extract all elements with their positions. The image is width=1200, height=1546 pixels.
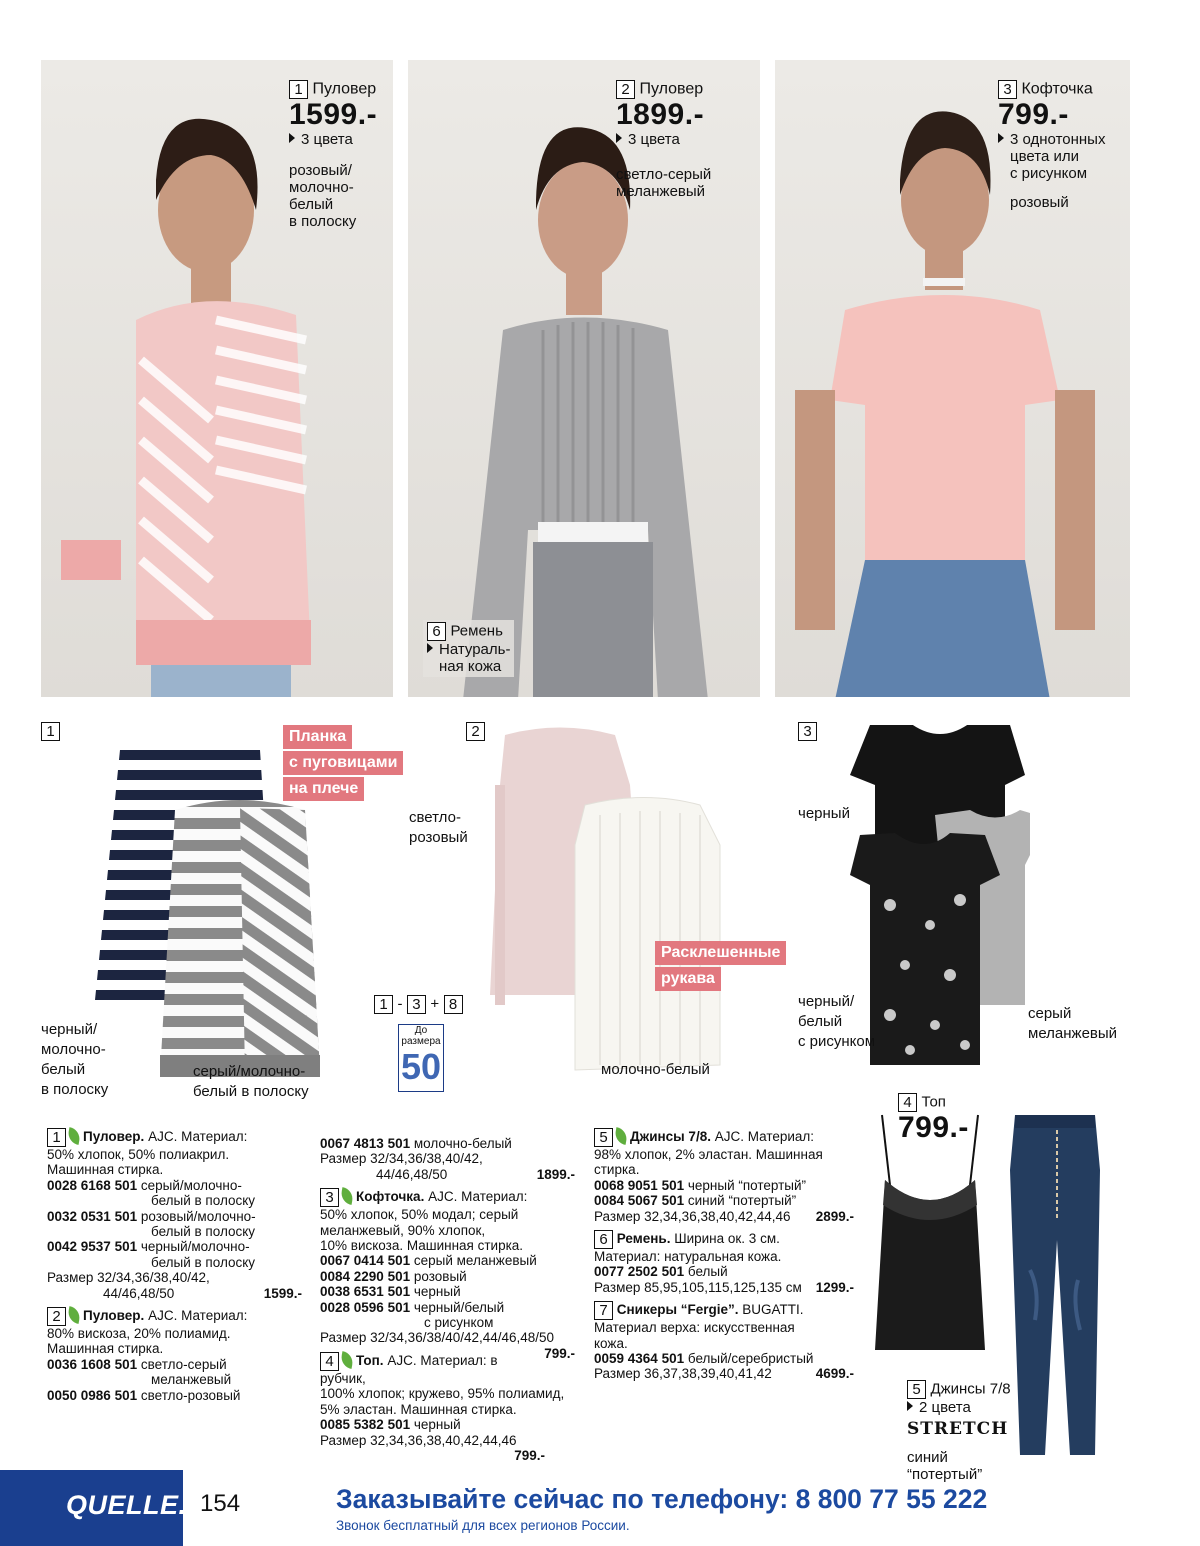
size-badge [398, 1024, 444, 1092]
item-number: 5 [907, 1380, 926, 1399]
ribbed-pullover-image [480, 725, 740, 1085]
article-number: 0084 5067 501 [594, 1193, 685, 1209]
article-color: меланжевый [151, 1372, 232, 1388]
spec-text: AJC. Материал: [144, 1129, 248, 1145]
range-start: 1 [374, 995, 393, 1014]
article-color: черный/белый [413, 1299, 505, 1315]
jeans-image [1000, 1110, 1110, 1460]
color-line: “потертый” [907, 1466, 983, 1483]
article-color: серый/молочно- [140, 1177, 242, 1193]
spec-title: Ремень. [616, 1231, 671, 1247]
label-line: серый/молочно- [193, 1063, 306, 1080]
size-badge-mid: размера [401, 1036, 441, 1047]
spec-price: 1599.- [263, 1285, 302, 1301]
feature-tag [283, 777, 364, 801]
spec-text: 80% вискоза, 20% полиамид. [47, 1326, 231, 1342]
article-number: 0032 0531 501 [47, 1208, 138, 1224]
label-line: светло- [409, 809, 461, 826]
spec-price: 1899.- [536, 1166, 575, 1182]
product-price: 799.- [998, 98, 1069, 131]
color-line: белый [289, 196, 334, 213]
spec-text: меланжевый, 90% хлопок, [320, 1222, 486, 1238]
label-line: белый [798, 1013, 843, 1030]
swatch-1-number: 1 [41, 722, 60, 741]
eco-leaf-icon [614, 1127, 629, 1145]
spec-price: 799.- [514, 1447, 545, 1463]
size-range [374, 995, 463, 1014]
swatch-2-number: 2 [466, 722, 485, 741]
article-number: 0067 0414 501 [320, 1253, 411, 1269]
eco-leaf-icon [67, 1306, 82, 1324]
label-line: меланжевый [1028, 1025, 1118, 1042]
stretch-logo: STRETCH [907, 1419, 1009, 1439]
feature-tag [655, 967, 721, 991]
article-color: серый меланжевый [413, 1253, 537, 1269]
article-number: 0085 5382 501 [320, 1417, 411, 1433]
article-color: с рисунком [424, 1315, 494, 1331]
item-number: 4 [320, 1352, 339, 1371]
spec-text: AJC. Материал: в рубчик, [320, 1352, 498, 1386]
spec-column-2 [320, 1136, 575, 1463]
spec-title: Пуловер. [83, 1308, 145, 1324]
label-line: черный/ [798, 993, 855, 1010]
spec-text: AJC. Материал: [424, 1189, 528, 1205]
feature-tag-line: на плече [289, 780, 359, 797]
spec-text: Машинная стирка. [47, 1162, 164, 1178]
product-name: Кофточка [1021, 80, 1093, 98]
swatch-color-label: молочно-белый [601, 1061, 710, 1078]
article-color: черный “потертый” [687, 1177, 807, 1193]
color-line: розовый/ [289, 162, 352, 179]
swatch-color-label [409, 808, 468, 848]
feature-tag-line: с пуговицами [289, 754, 398, 771]
color-line: молочно- [289, 179, 354, 196]
spec-text: 10% вискоза. Машинная стирка. [320, 1238, 524, 1254]
spec-column-3 [594, 1128, 854, 1382]
spec-price: 4699.- [815, 1366, 854, 1382]
colors-count: 2 цвета [907, 1399, 1011, 1416]
swatch-color-label [798, 992, 875, 1052]
size-list: 44/46,48/50 [103, 1285, 175, 1301]
color-line: меланжевый [616, 183, 706, 200]
article-color: белый в полоску [151, 1254, 256, 1270]
page-number: 154 [200, 1490, 241, 1517]
feature-tag-line: Планка [289, 728, 347, 745]
spec-title: Кофточка. [356, 1189, 425, 1205]
item-number: 6 [427, 622, 446, 641]
article-color: черный [413, 1284, 461, 1300]
article-color: светло-розовый [140, 1387, 241, 1403]
label-line: черный/ [41, 1021, 98, 1038]
item-number: 7 [594, 1301, 613, 1320]
item-number: 4 [898, 1093, 917, 1112]
color-line: в полоску [289, 213, 357, 230]
feature-tag-line: Расклешенные [661, 944, 781, 961]
swatch-color-label [193, 1062, 309, 1102]
color-line: светло-серый [616, 166, 712, 183]
range-end: 3 [407, 995, 426, 1014]
article-number: 0077 2502 501 [594, 1264, 685, 1280]
label-line: серый [1028, 1005, 1072, 1022]
size-list: 44/46,48/50 [376, 1166, 448, 1182]
eco-leaf-icon [340, 1351, 355, 1369]
article-color: белый/серебристый [687, 1351, 814, 1367]
color-line: синий [907, 1449, 948, 1466]
swatch-color-label: черный [798, 805, 850, 822]
product-price: 1599.- [289, 98, 378, 131]
tshirts-image [850, 725, 1030, 1065]
range-extra: 8 [444, 995, 463, 1014]
article-color: молочно-белый [413, 1136, 512, 1151]
article-number: 0067 4813 501 [320, 1136, 411, 1151]
spec-text: 100% хлопок; кружево, 95% полиамид, [320, 1386, 565, 1402]
spec-text: 50% хлопок, 50% полиакрил. [47, 1147, 230, 1162]
colors-count: 3 цвета [616, 131, 711, 148]
article-color: черный/молочно- [140, 1239, 250, 1255]
spec-price: 1299.- [815, 1279, 854, 1295]
item-number: 2 [47, 1307, 66, 1326]
size-list: Размер 32/34,36/38,40/42, [320, 1151, 483, 1167]
size-list: Размер 36,37,38,39,40,41,42 [594, 1366, 772, 1382]
spec-price: 799.- [544, 1345, 575, 1361]
hero-photo-2 [408, 60, 760, 697]
article-number: 0084 2290 501 [320, 1268, 411, 1284]
spec-text: Ширина ок. 3 см. [670, 1231, 780, 1247]
size-list: Размер 32,34,36,38,40,42,44,46 [320, 1432, 517, 1448]
label-line: белый [41, 1061, 86, 1078]
spec-title: Топ. [356, 1352, 384, 1368]
article-number: 0059 4364 501 [594, 1351, 685, 1367]
article-number: 0038 6531 501 [320, 1284, 411, 1300]
spec-text: Машинная стирка. [47, 1341, 164, 1357]
swatch-color-label [1028, 1004, 1117, 1044]
spec-text: 5% эластан. Машинная стирка. [320, 1401, 517, 1417]
swatch-3-number: 3 [798, 722, 817, 741]
product-price: 799.- [898, 1111, 969, 1144]
article-color: синий “потертый” [687, 1193, 797, 1209]
feature-tag [283, 725, 352, 749]
size-list: Размер 85,95,105,115,125,135 см [594, 1279, 802, 1295]
label-line: белый в полоску [193, 1083, 309, 1100]
spec-text: стирка. [594, 1162, 640, 1178]
size-list: Размер 32,34,36,38,40,42,44,46 [594, 1208, 791, 1224]
hero-1-callout [289, 80, 377, 230]
colors-count-line: цвета или [1010, 148, 1079, 165]
article-color: розовый/молочно- [140, 1208, 256, 1224]
size-badge-number: 50 [400, 1046, 442, 1087]
range-plus: + [430, 995, 440, 1013]
lace-top-image [860, 1110, 1000, 1360]
item-number: 3 [320, 1188, 339, 1207]
eco-leaf-icon [67, 1127, 82, 1145]
hero-3-callout [998, 80, 1105, 211]
color-line: розовый [1010, 194, 1069, 211]
eco-leaf-icon [340, 1187, 355, 1205]
size-list: Размер 32/34,36/38/40/42,44/46,48/50 [320, 1330, 555, 1346]
range-dash: - [397, 995, 403, 1013]
label-line: в полоску [41, 1081, 109, 1098]
hero-photo-1 [41, 60, 393, 697]
spec-text: BUGATTI. [738, 1302, 804, 1318]
spec-text: AJC. Материал: [144, 1308, 248, 1324]
item-number: 3 [998, 80, 1017, 99]
item-number: 6 [594, 1230, 613, 1249]
article-number: 0068 9051 501 [594, 1177, 685, 1193]
product-name: Джинсы 7/8 [930, 1380, 1011, 1398]
label-line: молочно- [41, 1041, 106, 1058]
article-number: 0028 6168 501 [47, 1177, 138, 1193]
spec-text: Материал верха: искусственная [594, 1320, 795, 1336]
article-color: белый в полоску [151, 1193, 256, 1209]
feature-tag [283, 751, 403, 775]
hero-2-callout [616, 80, 711, 200]
item-number: 5 [594, 1128, 613, 1147]
hero-photo-3 [775, 60, 1130, 697]
spec-text: 98% хлопок, 2% эластан. Машинная [594, 1147, 823, 1162]
quelle-logo: QUELLE. [66, 1490, 187, 1520]
jeans-5-callout [907, 1380, 1011, 1483]
spec-text: AJC. Материал: [710, 1129, 815, 1145]
spec-title: Сникеры “Fergie”. [616, 1302, 739, 1318]
article-color: белый [687, 1264, 728, 1280]
size-badge-top: До [414, 1025, 428, 1036]
article-color: белый в полоску [151, 1224, 256, 1240]
colors-count-line: с рисунком [1010, 165, 1088, 182]
product-name: Ремень [450, 622, 503, 640]
article-color: светло-серый [140, 1356, 227, 1372]
article-number: 0042 9537 501 [47, 1239, 138, 1255]
swatch-color-label [41, 1020, 108, 1100]
article-number: 0050 0986 501 [47, 1387, 138, 1403]
spec-text: Материал: натуральная кожа. [594, 1249, 782, 1265]
belt-line: Натураль- [427, 641, 510, 658]
feature-tag-line: рукава [661, 970, 715, 987]
article-color: розовый [413, 1268, 467, 1284]
label-line: розовый [409, 829, 468, 846]
free-call-note: Звонок бесплатный для всех регионов России. [336, 1518, 630, 1533]
belt-line: ная кожа [439, 658, 502, 675]
brand-block [0, 1470, 187, 1546]
spec-price: 2899.- [815, 1208, 854, 1224]
article-number: 0036 1608 501 [47, 1356, 138, 1372]
colors-count: 3 цвета [289, 131, 377, 148]
product-name: Пуловер [312, 80, 377, 98]
item-number: 1 [47, 1128, 66, 1147]
spec-title: Джинсы 7/8. [630, 1129, 711, 1145]
product-name: Топ [921, 1093, 946, 1111]
order-phone-cta: Заказывайте сейчас по телефону: 8 800 77 55 222 [336, 1484, 988, 1514]
spec-title: Пуловер. [83, 1129, 145, 1145]
spec-text: 50% хлопок, 50% модал; серый [320, 1207, 519, 1223]
product-name: Пуловер [639, 80, 704, 98]
spec-text: кожа. [594, 1335, 628, 1351]
feature-tag [655, 941, 786, 965]
article-number: 0028 0596 501 [320, 1299, 411, 1315]
label-line: с рисунком [798, 1033, 876, 1050]
spec-column-1 [47, 1128, 302, 1403]
item-number: 2 [616, 80, 635, 99]
colors-count-line: 3 однотонных [998, 131, 1105, 148]
product-price: 1899.- [616, 98, 705, 131]
article-color: черный [413, 1417, 461, 1433]
footer [0, 1470, 1200, 1546]
size-list: Размер 32/34,36/38,40/42, [47, 1270, 210, 1286]
item-number: 1 [289, 80, 308, 99]
belt-callout [423, 620, 514, 677]
